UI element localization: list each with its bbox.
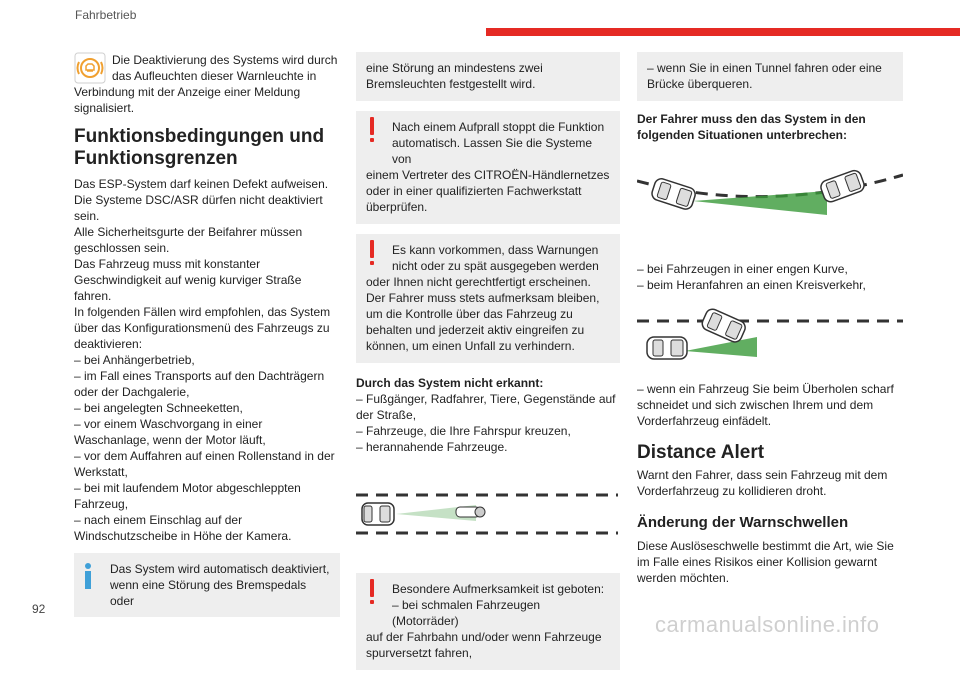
list-item: – vor dem Auffahren auf einen Rollenstand in der Werkstatt, [74,449,335,479]
curve-illustration [637,155,903,251]
body-line: In folgenden Fällen wird empfohlen, das System über das Konfigurationsmenü des Fahrzeugs zu deaktivieren: [74,305,331,351]
body-line: Die Systeme DSC/ASR dürfen nicht deaktiviert sein. [74,193,323,223]
warn2-line-1: Es kann vorkommen, dass Warnungen [392,243,599,257]
watermark: carmanualsonline.info [655,612,880,637]
warning-lamp-intro [74,52,340,116]
exclamation-icon [368,117,376,143]
warn2-rest-2: Der Fahrer muss stets aufmerksam bleiben, um die Kontrolle über das Fahrzeug zu behalten und jederzeit aktiv eingreifen zu können, um einen Unfall zu verhindern. [366,291,600,353]
list-item: – herannahende Fahrzeuge. [356,440,508,454]
distance-alert-body: Warnt den Fahrer, dass sein Fahrzeug mit dem Vorderfahrzeug zu kollidieren droht. [637,468,888,498]
warn2-line-2: nicht oder zu spät ausgegeben werden [392,259,599,273]
info-box [74,553,340,617]
intro-rest: Verbindung mit der Anzeige einer Meldung signalisiert. [74,85,301,115]
threshold-body: Diese Auslöseschwelle bestimmt die Art, wie Sie im Falle eines Risikos einer Kollision gewarnt werden möchten. [637,539,894,585]
warning-lamp-icon [74,52,106,84]
info-icon [84,563,92,589]
list-item: – bei Anhängerbetrieb, [74,353,195,367]
intro-line-2: das Aufleuchten dieser Warnleuchte in [112,69,317,83]
threshold-heading: Änderung der Warnschwellen [637,514,849,531]
warn1-rest: einem Vertreter des CITROËN-Händlernetzes oder in einer qualifizierten Fachwerkstatt überprüfen. [366,168,610,214]
list-item: – Fahrzeuge, die Ihre Fahrspur kreuzen, [356,424,571,438]
list-item: – vor einem Waschvorgang in einer Waschanlage, wenn der Motor läuft, [74,417,266,447]
list-item: – Fußgänger, Radfahrer, Tiere, Gegenstände auf der Straße, [356,392,616,422]
body-line: Das Fahrzeug muss mit konstanter Geschwindigkeit auf wenig kurviger Straße fahren. [74,257,302,303]
box-text: eine Störung an mindestens zwei Bremsleuchten festgestellt wird. [366,61,543,91]
warn2-rest-1: oder Ihnen nicht gerechtfertigt erscheinen. [366,275,591,289]
warn3-line-2: – bei schmalen Fahrzeugen (Motorräder) [392,598,541,628]
body-line: Alle Sicherheitsgurte der Beifahrer müssen geschlossen sein. [74,225,303,255]
intro-line-1: Die Deaktivierung des Systems wird durch [112,53,338,67]
warn1-line-1: Nach einem Aufprall stoppt die Funktion [392,120,605,134]
list-item: – bei angelegten Schneeketten, [74,401,243,415]
warn1-line-2: automatisch. Lassen Sie die Systeme von [392,136,593,166]
not-detected-title: Durch das System nicht erkannt: [356,376,544,390]
motorcycle-illustration [356,481,620,551]
warn3-line-1: Besondere Aufmerksamkeit ist geboten: [392,582,605,596]
exclamation-icon [368,579,376,605]
warning-box-2 [356,234,620,363]
list-item: – beim Heranfahren an einen Kreisverkehr, [637,278,866,292]
list-item: – bei Fahrzeugen in einer engen Kurve, [637,262,848,276]
column-1 [74,52,340,627]
overtake-illustration [637,299,903,371]
exclamation-icon [368,240,376,266]
interrupt-title: Der Fahrer muss den das System in den folgenden Situationen unterbrechen: [637,112,866,142]
list-item: – nach einem Einschlag auf der Windschutzscheibe in Höhe der Kamera. [74,513,292,543]
warning-box-3 [356,573,620,670]
page-number: 92 [32,602,46,616]
column-3 [637,52,903,586]
box-text: – wenn Sie in einen Tunnel fahren oder eine Brücke überqueren. [647,61,882,91]
continued-box [356,52,620,101]
continued-box [637,52,903,101]
distance-alert-heading: Distance Alert [637,442,765,463]
section-heading: Funktionsbedingungen und Funktionsgrenzen [74,126,325,169]
list-item: – bei mit laufendem Motor abgeschleppten Fahrzeug, [74,481,301,511]
list-item: – im Fall eines Transports auf den Dachträgern oder der Dachgalerie, [74,369,325,399]
info-line-2: wenn eine Störung des Bremspedals oder [110,578,307,608]
warning-box-1 [356,111,620,224]
header-accent-bar [486,28,960,36]
running-header: Fahrbetrieb [75,8,137,22]
column-2 [356,52,620,680]
overtake-item: – wenn ein Fahrzeug Sie beim Überholen scharf schneidet und sich zwischen Ihrem und dem Vorderfahrzeug einfädelt. [637,382,894,428]
warn3-rest: auf der Fahrbahn und/oder wenn Fahrzeuge spurversetzt fahren, [366,630,602,660]
info-line-1: Das System wird automatisch deaktiviert, [110,562,330,576]
body-line: Das ESP-System darf keinen Defekt aufweisen. [74,177,329,191]
